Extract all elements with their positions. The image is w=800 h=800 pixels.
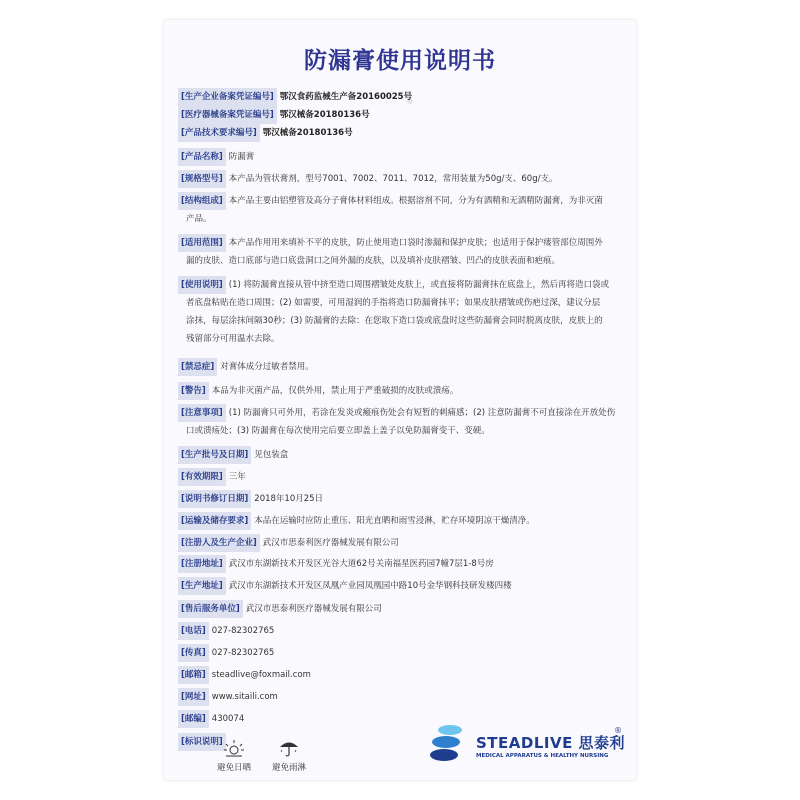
info-row [178,666,624,684]
logo-brand: STEADLIVE 思泰利 [476,734,626,752]
info-row [178,192,624,228]
info-row [178,468,624,486]
field-label: [使用说明] [178,276,226,294]
umbrella-label: 避免雨淋 [271,763,306,773]
field-value: 武汉市东湖新技术开发区凤凰产业园凤凰园中路10号金华钢科技研发楼四楼 [228,581,512,591]
field-value: 对膏体成分过敏者禁用。 [220,362,314,372]
logo-tagline: MEDICAL APPARATUS & HEALTHY NURSING [476,753,609,759]
field-label: [生产企业备案凭证编号] [178,88,277,106]
field-value-continued: 者底盘粘贴在造口周围；(2) 如需要，可用湿润的手指将造口防漏膏抹平；如果皮肤褶皱或伤疤过深，建议分层 [186,298,601,308]
field-value: 027-82302765 [211,626,275,636]
info-row [178,688,624,706]
field-label: [网址] [178,688,209,706]
field-label: [生产地址] [178,577,226,595]
field-label: [产品技术要求编号] [178,124,260,142]
field-label: [传真] [178,644,209,662]
field-label: [结构组成] [178,192,226,210]
field-label: [注意事项] [178,404,226,422]
field-label: [邮编] [178,710,209,728]
info-row [178,276,624,348]
field-value-continued: 漏的皮肤、造口底部与造口底盘洞口之间外漏的皮肤，以及填补皮肤褶皱、凹凸的皮肤表面和疤痕。 [186,256,561,266]
info-row [178,534,624,552]
info-row [178,555,624,573]
field-label: [产品名称] [178,148,226,166]
field-label: [售后服务单位] [178,600,243,618]
sun-icon [222,738,246,758]
field-value: 430074 [211,714,245,724]
field-value: 武汉市东湖新技术开发区光谷大道62号关南福星医药园7幢7层1-8号房 [228,559,494,569]
umbrella-icon [277,738,301,758]
field-value: 防漏膏 [228,152,255,162]
field-label: [有效期限] [178,468,226,486]
field-label: [标识说明] [178,733,226,751]
field-value: steadlive@foxmail.com [211,670,311,680]
info-row [178,600,624,618]
field-value: 见包装盒 [254,450,289,460]
field-value: 鄂汉械备20180136号 [262,128,353,138]
info-row [178,490,624,508]
field-label: [电话] [178,622,209,640]
registered-mark: ® [614,726,622,735]
field-value: 本产品为管状膏剂，型号7001、7002、7011、7012，常用装量为50g/支、60g/支。 [228,174,558,184]
sun-label: 避免日晒 [216,763,251,773]
field-value: (1) 将防漏膏直接从管中挤至造口周围褶皱处皮肤上，或直接将防漏膏抹在底盘上，然后再将造口袋或 [228,280,610,290]
field-value: www.sitaili.com [211,692,278,702]
field-value-continued: 口或溃疡处；(3) 防漏膏在每次使用完后要立即盖上盖子以免防漏膏变干、变硬。 [186,426,490,436]
field-label: [医疗器械备案凭证编号] [178,106,277,124]
field-value: 本产品主要由铝塑管及高分子膏体材料组成。根据溶剂不同，分为有酒精和无酒精防漏膏，为非灭菌 [228,196,603,206]
document-title: 防漏膏使用说明书 [304,48,496,74]
info-row [178,512,624,530]
info-row [178,106,624,124]
info-row [178,644,624,662]
field-value-continued: 涂抹，每层涂抹间隔30秒；(3) 防漏膏的去除：在您取下造口袋或底盘时这些防漏膏会同时脱离皮肤，皮肤上的 [186,316,603,326]
info-row [178,358,624,376]
field-value: 鄂汉食药监械生产备20160025号 [279,92,413,102]
field-value-continued: 产品。 [186,214,212,224]
field-label: [规格型号] [178,170,226,188]
field-value: (1) 防漏膏只可外用，若涂在发炎或瘢痕伤处会有短暂的刺痛感；(2) 注意防漏膏不可直接涂在开放处伤 [228,408,616,418]
info-row [178,148,624,166]
field-value: 鄂汉械备20180136号 [279,110,370,120]
field-label: [生产批号及日期] [178,446,251,464]
field-value: 027-82302765 [211,648,275,658]
field-value: 2018年10月25日 [254,494,324,504]
field-value: 本产品作用用来填补不平的皮肤，防止使用造口袋时渗漏和保护皮肤；也适用于保护瘘管部位周围外 [228,238,603,248]
umbrella-symbol [259,738,319,773]
brand-logo [426,720,626,770]
info-row [178,234,624,270]
field-label: [适用范围] [178,234,226,252]
field-label: [说明书修订日期] [178,490,251,508]
logo-mark-icon [426,720,472,766]
field-value-continued: 残留部分可用温水去除。 [186,334,280,344]
info-row [178,124,624,142]
info-row [178,170,624,188]
field-value: 武汉市思泰利医疗器械发展有限公司 [262,538,399,548]
field-value: 武汉市思泰利医疗器械发展有限公司 [245,604,382,614]
info-row [178,404,624,440]
field-value: 三年 [228,472,246,482]
field-label: [注册地址] [178,555,226,573]
field-value: 本品在运输时应防止重压、阳光直晒和雨雪浸淋，贮存环境阴凉干燥清净。 [254,516,535,526]
field-label: [运输及储存要求] [178,512,251,530]
instruction-sheet [164,20,636,780]
info-row [178,382,624,400]
info-row [178,622,624,640]
info-row [178,88,624,106]
field-label: [注册人及生产企业] [178,534,260,552]
info-row [178,577,624,595]
info-row [178,446,624,464]
field-label: [禁忌症] [178,358,217,376]
field-label: [警告] [178,382,209,400]
sun-symbol [204,738,264,773]
field-value: 本品为非灭菌产品，仅供外用，禁止用于严重破损的皮肤或溃疡。 [211,386,459,396]
field-label: [邮箱] [178,666,209,684]
